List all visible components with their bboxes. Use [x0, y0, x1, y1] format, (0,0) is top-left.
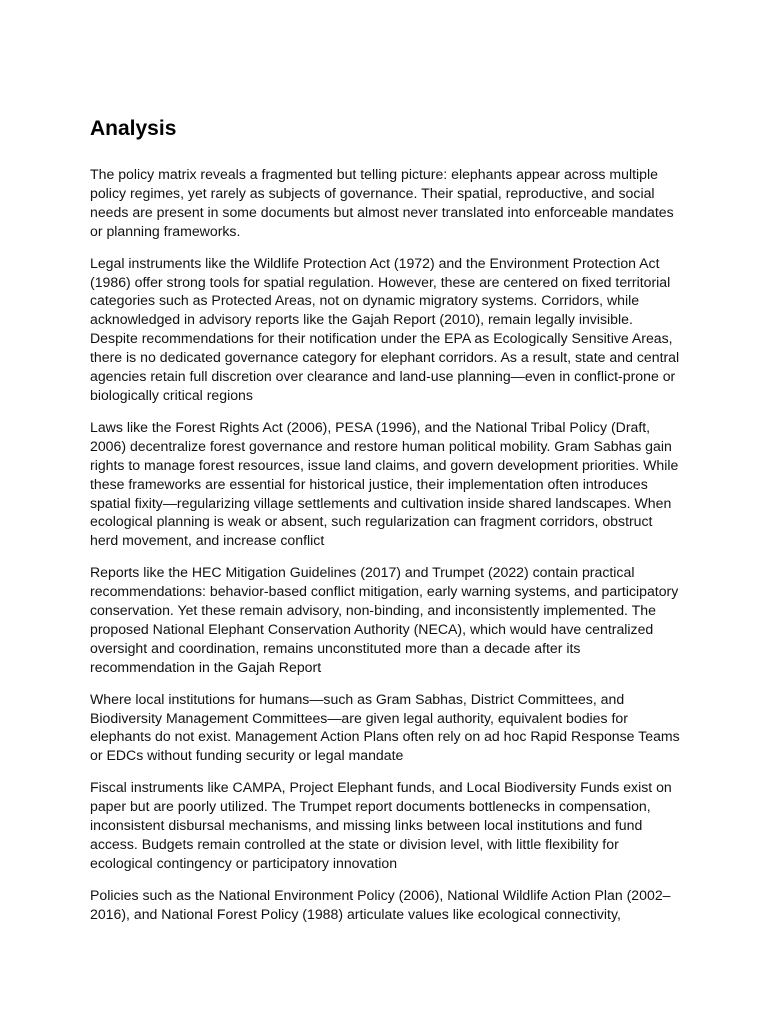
paragraph-legal-instruments: Legal instruments like the Wildlife Protection Act (1972) and the Environment Protection Act (1986) offer strong tools for spatial regulation. However, these are centered on fixed territorial categories such as Protected Areas, not on dynamic migratory systems. Corridors, while acknowledged in advisory reports like the Gajah Report (2010), remain legally invisible. Despite recommendations for their notification under the EPA as Ecologically Sensitive Areas, there is no dedicated governance category for elephant corridors. As a result, state and central agencies retain full discretion over clearance and land-use planning—even in conflict-prone or biologically critical regions [90, 254, 680, 403]
paragraph-local-institutions: Where local institutions for humans—such as Gram Sabhas, District Committees, and Biodiversity Management Committees—are given legal authority, equivalent bodies for elephants do not exist. Management Action Plans often rely on ad hoc Rapid Response Teams or EDCs without funding security or legal mandate [90, 690, 680, 764]
paragraph-forest-rights: Laws like the Forest Rights Act (2006), PESA (1996), and the National Tribal Policy (Draft, 2006) decentralize forest governance and restore human political mobility. Gram Sabhas gain rights to manage forest resources, issue land claims, and govern development priorities. While these frameworks are essential for historical justice, their implementation often introduces spatial fixity—regularizing village settlements and cultivation inside shared landscapes. When ecological planning is weak or absent, such regularization can fragment corridors, obstruct herd movement, and increase conflict [90, 418, 679, 549]
paragraph-national-policies: Policies such as the National Environment Policy (2006), National Wildlife Action Plan (2002–2016), and National Forest Policy (1988) articulate values like ecological connectivity, [90, 886, 671, 922]
paragraph-advisory-reports: Reports like the HEC Mitigation Guidelines (2017) and Trumpet (2022) contain practical recommendations: behavior-based conflict mitigation, early warning systems, and participatory conservation. Yet these remain advisory, non-binding, and inconsistently implemented. The proposed National Elephant Conservation Authority (NECA), which would have centralized oversight and coordination, remains unconstituted more than a decade after its recommendation in the Gajah Report [90, 564, 679, 675]
paragraph-policy-matrix: The policy matrix reveals a fragmented but telling picture: elephants appear across multiple policy regimes, yet rarely as subjects of governance. Their spatial, reproductive, and social needs are present in some documents but almost never translated into enforceable mandates or planning frameworks. [90, 166, 674, 239]
paragraph-fiscal-instruments: Fiscal instruments like CAMPA, Project Elephant funds, and Local Biodiversity Funds exist on paper but are poorly utilized. The Trumpet report documents bottlenecks in compensation, inconsistent disbursal mechanisms, and missing links between local institutions and fund access. Budgets remain controlled at the state or division level, with little flexibility for ecological contingency or participatory innovation [90, 779, 672, 871]
document-page [90, 113, 682, 937]
section-heading: Analysis [90, 117, 177, 140]
